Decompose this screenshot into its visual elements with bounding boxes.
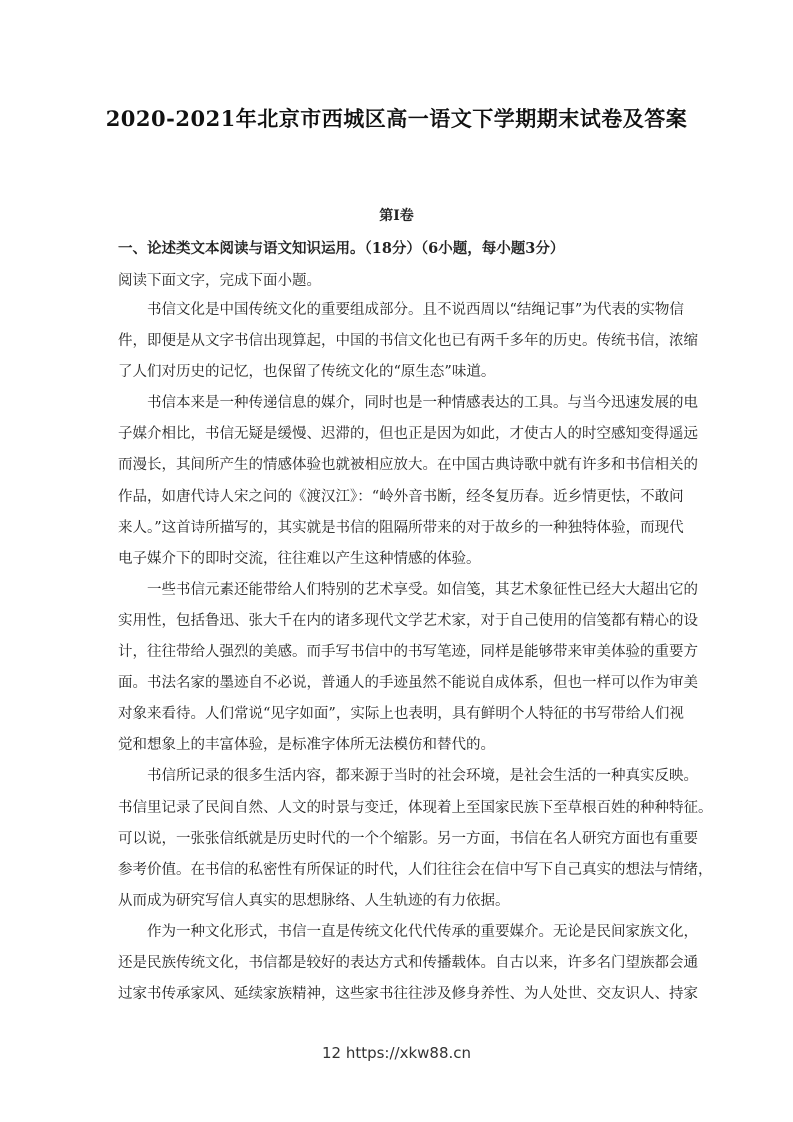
passage-body: [118, 300, 713, 1015]
paragraph-line: 子媒介相比，书信无疑是缓慢、迟滞的，但也正是因为如此，才使古人的时空感知变得遥远: [118, 426, 698, 443]
paragraph-line: 参考价值。在书信的私密性有所保证的时代，人们往往会在信中写下自己真实的想法与情绪，: [118, 861, 713, 878]
paragraph-line: 了人们对历史的记忆，也保留了传统文化的“原生态”味道。: [118, 364, 496, 381]
paragraph-line: 作为一种文化形式，书信一直是传统文化代代传承的重要媒介。无论是民间家族文化，: [147, 923, 698, 940]
paragraph-line: 书信所记录的很多生活内容，都来源于当时的社会环境，是社会生活的一种真实反映。: [147, 768, 698, 785]
paragraph-line: 可以说，一张张信纸就是历史时代的一个个缩影。另一方面，书信在名人研究方面也有重要: [118, 830, 698, 847]
instruction-text: 阅读下面文字，完成下面小题。: [118, 273, 321, 289]
paragraph-line: 计，往往带给人强烈的美感。而手写书信中的书写笔迹，同样是能够带来审美体验的重要方: [118, 644, 698, 661]
paragraph-line: 而漫长，其间所产生的情感体验也就被相应放大。在中国古典诗歌中就有许多和书信相关的: [118, 457, 698, 474]
paragraph-line: 对象来看待。人们常说“见字如面”，实际上也表明，具有鲜明个人特征的书写带给人们视: [118, 706, 684, 723]
paragraph-line: 书信里记录了民间自然、人文的时景与变迁，体现着上至国家民族下至草根百姓的种种特征。: [118, 799, 713, 816]
paragraph-line: 面。书法名家的墨迹自不必说，普通人的手迹虽然不能说自成体系，但也一样可以作为审美: [118, 675, 698, 692]
page-footer: 12 https://xkw88.cn: [321, 1044, 472, 1062]
paragraph-line: 一些书信元素还能带给人们特别的艺术享受。如信笺，其艺术象征性已经大大超出它的: [147, 581, 698, 598]
paragraph-line: 作品，如唐代诗人宋之问的《渡汉江》：“岭外音书断，经冬复历春。近乡情更怯，不敢问: [118, 488, 684, 505]
paragraph-line: 从而成为研究写信人真实的思想脉络、人生轨迹的有力依据。: [118, 892, 510, 909]
paragraph-line: 电子媒介下的即时交流，往往难以产生这种情感的体验。: [118, 550, 481, 567]
paragraph-line: 过家书传承家风、延续家族精神，这些家书往往涉及修身养性、为人处世、交友识人、持家: [118, 986, 698, 1003]
volume-heading: 第Ⅰ卷: [379, 208, 414, 224]
section-heading: 一、论述类文本阅读与语文知识运用。（18分）（6小题，每小题3分）: [118, 240, 565, 257]
document-title: 2020-2021年北京市西城区高一语文下学期期末试卷及答案: [105, 106, 688, 131]
paragraph-line: 书信文化是中国传统文化的重要组成部分。且不说西周以“结绳记事”为代表的实物信: [147, 302, 684, 318]
paragraph-line: 觉和想象上的丰富体验，是标准字体所无法模仿和替代的。: [118, 737, 495, 754]
paragraph-line: 件，即便是从文字书信出现算起，中国的书信文化也已有两千多年的历史。传统书信，浓缩: [118, 333, 698, 350]
paragraph-line: 书信本来是一种传递信息的媒介，同时也是一种情感表达的工具。与当今迅速发展的电: [147, 395, 698, 412]
paragraph-line: 实用性，包括鲁迅、张大千在内的诸多现代文学艺术家，对于自己使用的信笺都有精心的设: [118, 612, 698, 629]
paragraph-line: 还是民族传统文化，书信都是较好的表达方式和传播载体。自古以来，许多名门望族都会通: [118, 954, 698, 971]
paragraph-line: 来人。”这首诗所描写的，其实就是书信的阻隔所带来的对于故乡的一种独特体验，而现代: [118, 519, 684, 536]
